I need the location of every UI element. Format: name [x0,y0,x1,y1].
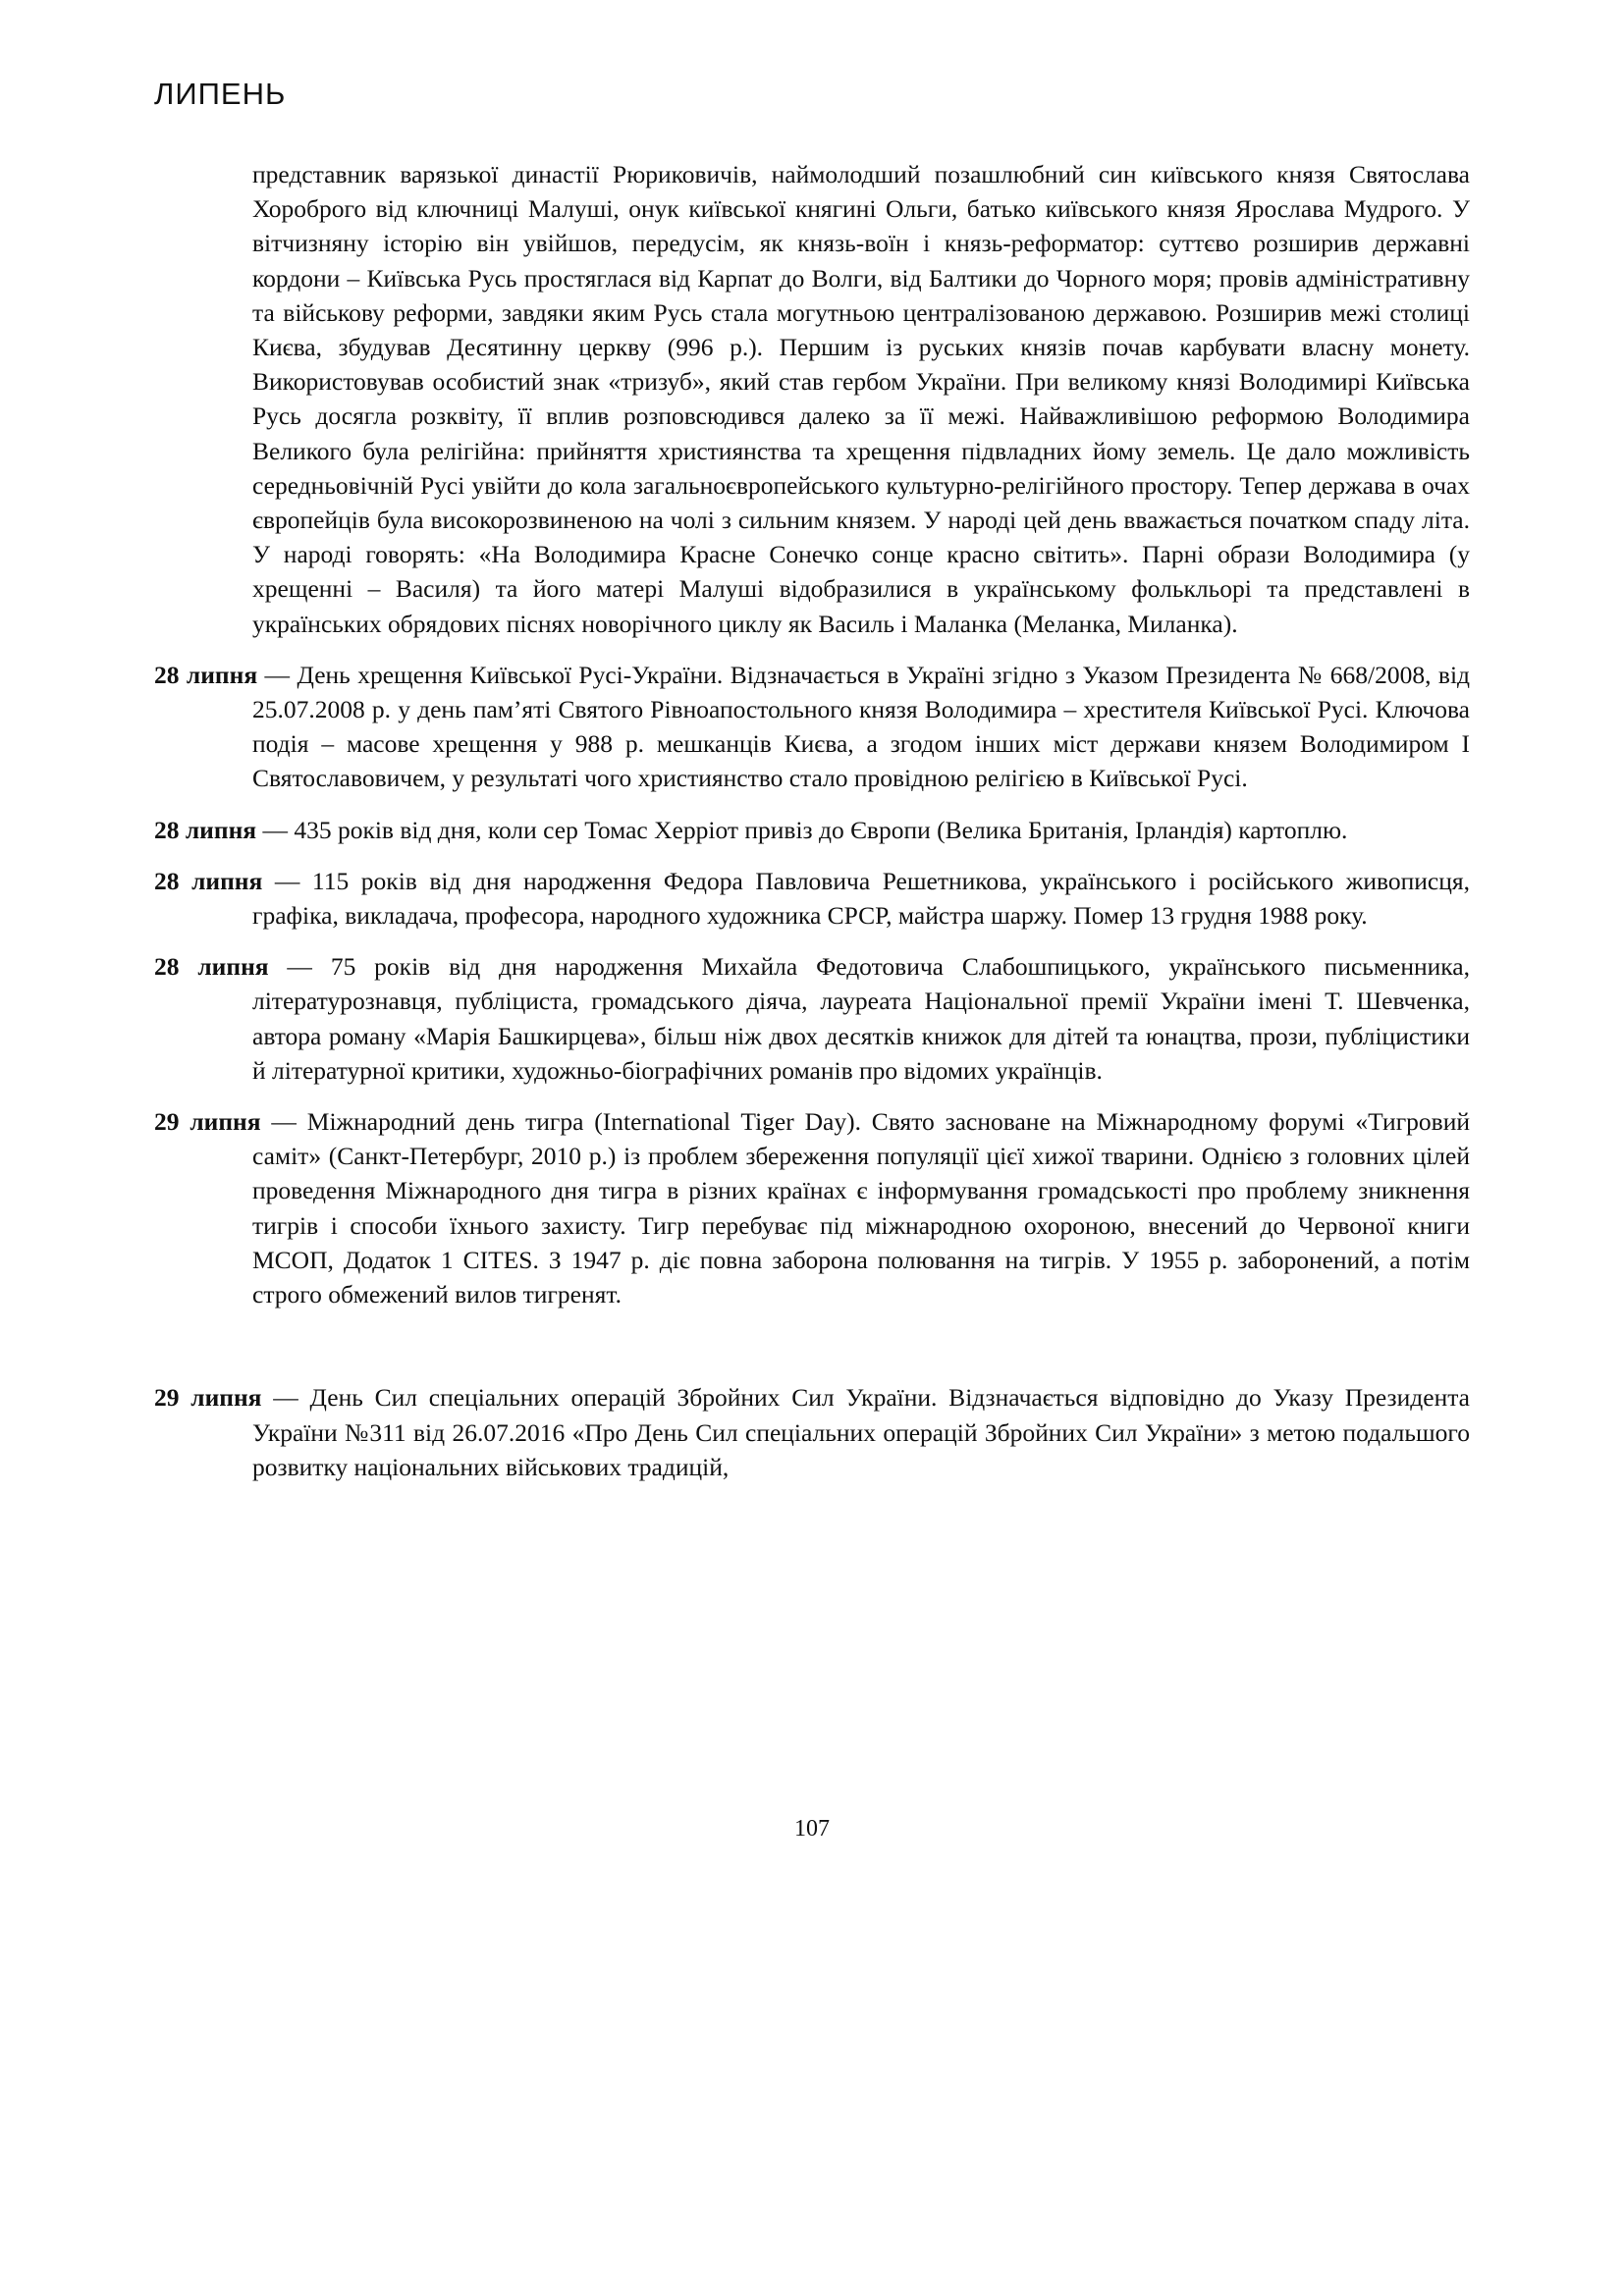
entry-date: 29 липня [154,1383,262,1413]
entry-date: 28 липня [154,866,263,895]
calendar-entry [154,949,1470,1088]
calendar-entry [154,658,1470,796]
entry-date: 28 липня [154,660,258,689]
calendar-entry [154,1104,1470,1311]
entry-dash: — [256,815,295,844]
entry-text: 435 років від дня, коли сер Томас Херріот привіз до Європи (Велика Британія, Ірландія) картоплю. [294,815,1348,844]
entry-date: 29 липня [154,1107,261,1137]
calendar-entry [154,1380,1470,1484]
entry-dash: — [257,660,298,689]
entry-date: 28 липня [154,815,257,844]
calendar-entry [154,864,1470,933]
entry-dash: — [261,1383,310,1413]
entry-text: 115 років від дня народження Федора Павловича Решетникова, українського і російського живописця, графіка, викладача, професора, народного художника СРСР, майстра шаржу. Помер 13 грудня 1988 року. [252,866,1471,931]
continuation-paragraph: представник варязької династії Рюриковичів, наймолодший позашлюбний син київського князя Святослава Хороброго від ключниці Малуші, онук київської княгині Ольги, батько київського князя Ярослава Мудрого. У вітчизняну історію він увійшов, передусім, як князь-воїн і князь-реформатор: суттєво розширив державні кордони – Київська Русь простяглася від Карпат до Волги, від Балтики до Чорного моря; провів адміністративну та військову реформи, завдяки яким Русь стала могутньою централізованою державою. Розширив межі столиці Києва, збудував Десятинну церкву (996 р.). Першим із руських князів почав карбувати власну монету. Використовував особистий знак «тризуб», який став гербом України. При великому князі Володимирі Київська Русь досягла розквіту, її вплив розповсюдився далеко за її межі. Найважливішою реформою Володимира Великого була релігійна: прийняття християнства та хрещення підвладних йому земель. Це дало можливість середньовічній Русі увійти до кола загальноєвропейського культурно-релігійного простору. Тепер держава в очах європейців була високорозвиненою на чолі з сильним князем. У народі цей день вважається початком спаду літа. У народі говорять: «На Володимира Красне Сонечко сонце красно світить». Парні образи Володимира (у хрещенні – Василя) та його матері Малуші відобразилися в українському фолькльорі та представлені в українських обрядових піснях новорічного циклу як Василь і Маланка (Меланка, Миланка). [252,160,1470,638]
entry-text: День Сил спеціальних операцій Збройних Сил України. Відзначається відповідно до Указу Президента України №311 від 26.07.2016 «Про День Сил спеціальних операцій Збройних Сил України» з метою подальшого розвитку національних військових традицій, [252,1383,1470,1481]
page-number: 107 [794,1816,830,1842]
entry-dash: — [260,1107,307,1137]
entry-dash: — [268,952,331,982]
month-running-head: ЛИПЕНЬ [154,77,287,111]
entry-date: 28 липня [154,952,269,982]
calendar-entry [154,813,1470,847]
entry-text: 75 років від дня народження Михайла Федотовича Слабошпицького, українського письменника, літературознавця, публіциста, громадського діяча, лауреата Національної премії України імені Т. Шевченка, автора роману «Марія Башкирцева», більш ніж двох десятків книжок для дітей та юнацтва, прози, публіцистики й літературної критики, художньо-біографічних романів про відомих українців. [252,952,1471,1085]
entry-dash: — [262,866,312,895]
entry-text: День хрещення Київської Русі-України. Відзначається в Україні згідно з Указом Президента № 668/2008, від 25.07.2008 р. у день пам’яті Святого Рівноапостольного князя Володимира – хрестителя Київської Русі. Ключова подія – масове хрещення у 988 р. мешканців Києва, а згодом інших міст держави князем Володимиром I Святославовичем, у результаті чого християнство стало провідною релігією в Київської Русі. [252,660,1470,793]
page-body [154,157,1470,1484]
entry-text: Міжнародний день тигра (International Tiger Day). Свято засноване на Міжнародному форумі «Тигровий саміт» (Санкт-Петербург, 2010 р.) із проблем збереження популяції цієї хижої тварини. Однією з головних цілей проведення Міжнародного дня тигра в різних країнах є інформування громадськості про проблему зникнення тигрів і способи їхнього захисту. Тигр перебуває під міжнародною охороною, внесений до Червоної книги МСОП, Додаток 1 CITES. З 1947 р. діє повна заборона полювання на тигрів. У 1955 р. заборонений, а потім строго обмежений вилов тигренят. [252,1107,1470,1309]
